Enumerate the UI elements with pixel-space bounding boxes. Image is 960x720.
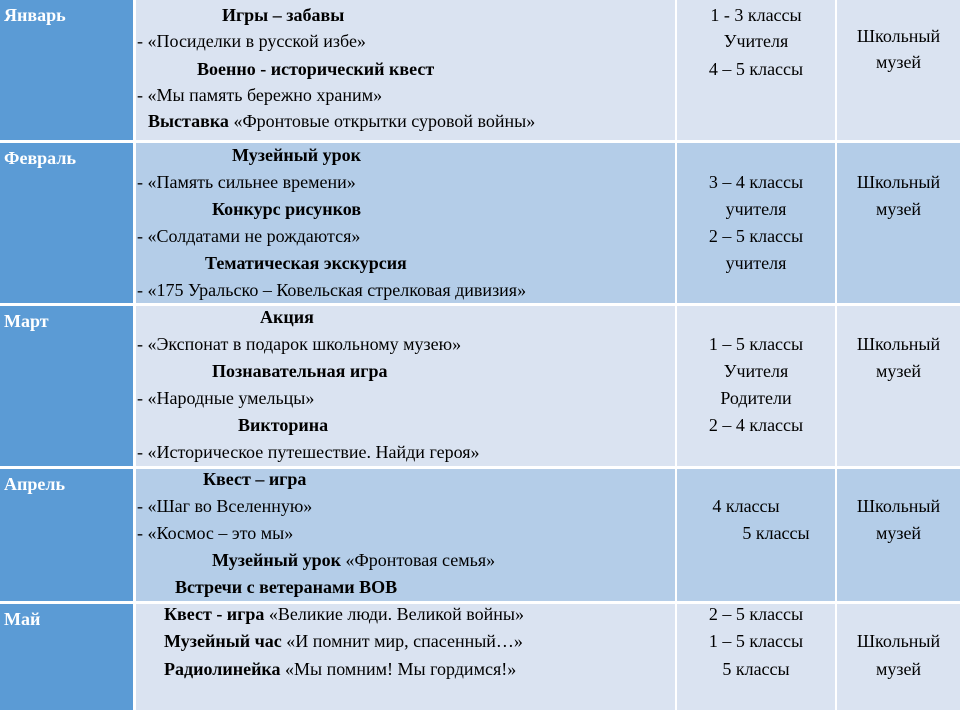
activity-title: Военно - исторический квест xyxy=(197,59,435,79)
activity-title: Игры – забавы xyxy=(222,5,345,25)
activity-title: Музейный урок xyxy=(212,550,342,570)
activity-text: «Экспонат в подарок школьному музею» xyxy=(147,334,462,354)
place-line: музей xyxy=(875,52,922,72)
classes-cell xyxy=(677,0,835,140)
activity-line xyxy=(175,574,397,600)
activity-title: Тематическая экскурсия xyxy=(205,253,407,273)
classes-cell xyxy=(677,469,835,601)
classes-line: учителя xyxy=(725,253,787,273)
classes-line: Учителя xyxy=(723,31,789,51)
activity-title: Акция xyxy=(260,307,314,327)
activity-title: Музейный урок xyxy=(232,145,362,165)
month-cell xyxy=(0,604,133,710)
activity-line xyxy=(137,28,366,54)
place-cell xyxy=(837,604,960,710)
activity-text: «Шаг во Вселенную» xyxy=(147,496,313,516)
classes-line: 4 – 5 классы xyxy=(708,59,804,79)
list-dash: - xyxy=(137,388,148,408)
activity-text: «175 Уральско – Ковельская стрелковая дивизия» xyxy=(147,280,527,300)
activity-line xyxy=(212,547,495,573)
activity-line xyxy=(205,250,407,276)
activity-text: «И помнит мир, спасенный…» xyxy=(286,631,523,651)
place-line: Школьный xyxy=(856,334,941,354)
activity-text: «Мы помним! Мы гордимся!» xyxy=(285,659,517,679)
activity-text: «Народные умельцы» xyxy=(147,388,315,408)
classes-line: 1 - 3 классы xyxy=(710,5,802,25)
activity-line xyxy=(164,656,516,682)
list-dash: - xyxy=(137,334,148,354)
classes-line: 3 – 4 классы xyxy=(708,172,804,192)
classes-line: 4 классы xyxy=(712,496,780,516)
month-cell xyxy=(0,0,133,140)
activity-line xyxy=(260,306,314,330)
activity-text: «Космос – это мы» xyxy=(147,523,294,543)
activity-title: Выставка xyxy=(148,111,229,131)
place-cell xyxy=(837,0,960,140)
activity-line xyxy=(164,604,524,627)
activity-title: Квест - игра xyxy=(164,604,265,624)
list-dash: - xyxy=(137,85,148,105)
activity-line xyxy=(212,358,387,384)
place-line: Школьный xyxy=(856,496,941,516)
month-cell xyxy=(0,306,133,466)
activity-text: «Мы память бережно храним» xyxy=(147,85,383,105)
classes-line: 2 – 4 классы xyxy=(708,415,804,435)
activity-line xyxy=(148,108,535,134)
list-dash: - xyxy=(137,496,148,516)
activity-line xyxy=(164,628,523,654)
activity-title: Встречи с ветеранами ВОВ xyxy=(175,577,398,597)
month-label: Январь xyxy=(4,5,66,25)
month-label: Апрель xyxy=(4,474,65,494)
activity-title: Познавательная игра xyxy=(212,361,388,381)
activities-cell xyxy=(136,143,675,303)
activity-line xyxy=(137,520,293,546)
activity-line xyxy=(137,493,312,519)
place-line: Школьный xyxy=(856,26,941,46)
classes-line: 1 – 5 классы xyxy=(708,334,804,354)
list-dash: - xyxy=(137,280,148,300)
place-line: музей xyxy=(875,659,922,679)
place-line: Школьный xyxy=(856,172,941,192)
activity-line xyxy=(137,169,356,195)
activity-text: «Посиделки в русской избе» xyxy=(147,31,366,51)
month-label: Февраль xyxy=(4,148,76,168)
activity-line xyxy=(232,143,361,168)
activity-line xyxy=(222,2,344,28)
classes-cell xyxy=(677,143,835,303)
list-dash: - xyxy=(137,172,148,192)
activity-line xyxy=(203,469,306,492)
month-label: Май xyxy=(4,609,41,629)
activity-line xyxy=(137,385,314,411)
activity-line xyxy=(137,277,526,303)
classes-line: 2 – 5 классы xyxy=(708,226,804,246)
place-line: музей xyxy=(875,361,922,381)
activity-line xyxy=(137,82,382,108)
activities-cell xyxy=(136,469,675,601)
activity-line xyxy=(137,223,360,249)
month-cell xyxy=(0,143,133,303)
classes-line: Учителя xyxy=(723,361,789,381)
activity-title: Квест – игра xyxy=(203,469,307,489)
activity-text: «Фронтовая семья» xyxy=(345,550,496,570)
classes-line: учителя xyxy=(725,199,787,219)
month-cell xyxy=(0,469,133,601)
place-cell xyxy=(837,469,960,601)
activity-line xyxy=(137,439,480,465)
activities-cell xyxy=(136,306,675,466)
classes-line: Родители xyxy=(720,388,792,408)
list-dash: - xyxy=(137,442,148,462)
classes-cell xyxy=(677,306,835,466)
activity-title: Музейный час xyxy=(164,631,282,651)
activity-text: «Великие люди. Великой войны» xyxy=(268,604,524,624)
classes-line: 2 – 5 классы xyxy=(708,604,804,624)
classes-line: 5 классы xyxy=(722,659,790,679)
list-dash: - xyxy=(137,31,148,51)
activities-cell xyxy=(136,0,675,140)
activity-line xyxy=(137,331,461,357)
activity-title: Викторина xyxy=(238,415,329,435)
activity-title: Радиолинейка xyxy=(164,659,281,679)
activity-text: «Историческое путешествие. Найди героя» xyxy=(147,442,480,462)
place-line: музей xyxy=(875,523,922,543)
list-dash: - xyxy=(137,226,148,246)
list-dash: - xyxy=(137,523,148,543)
activity-text: «Память сильнее времени» xyxy=(147,172,356,192)
activity-title: Конкурс рисунков xyxy=(212,199,362,219)
activity-text: «Солдатами не рождаются» xyxy=(147,226,361,246)
month-label: Март xyxy=(4,311,49,331)
activities-cell xyxy=(136,604,675,710)
activity-line xyxy=(197,56,434,82)
activity-text: «Фронтовые открытки суровой войны» xyxy=(233,111,536,131)
place-cell xyxy=(837,306,960,466)
place-line: музей xyxy=(875,199,922,219)
classes-line: 1 – 5 классы xyxy=(708,631,804,651)
place-cell xyxy=(837,143,960,303)
activity-line xyxy=(238,412,328,438)
activity-line xyxy=(212,196,361,222)
classes-cell xyxy=(677,604,835,710)
place-line: Школьный xyxy=(856,631,941,651)
classes-line: 5 классы xyxy=(742,523,810,543)
